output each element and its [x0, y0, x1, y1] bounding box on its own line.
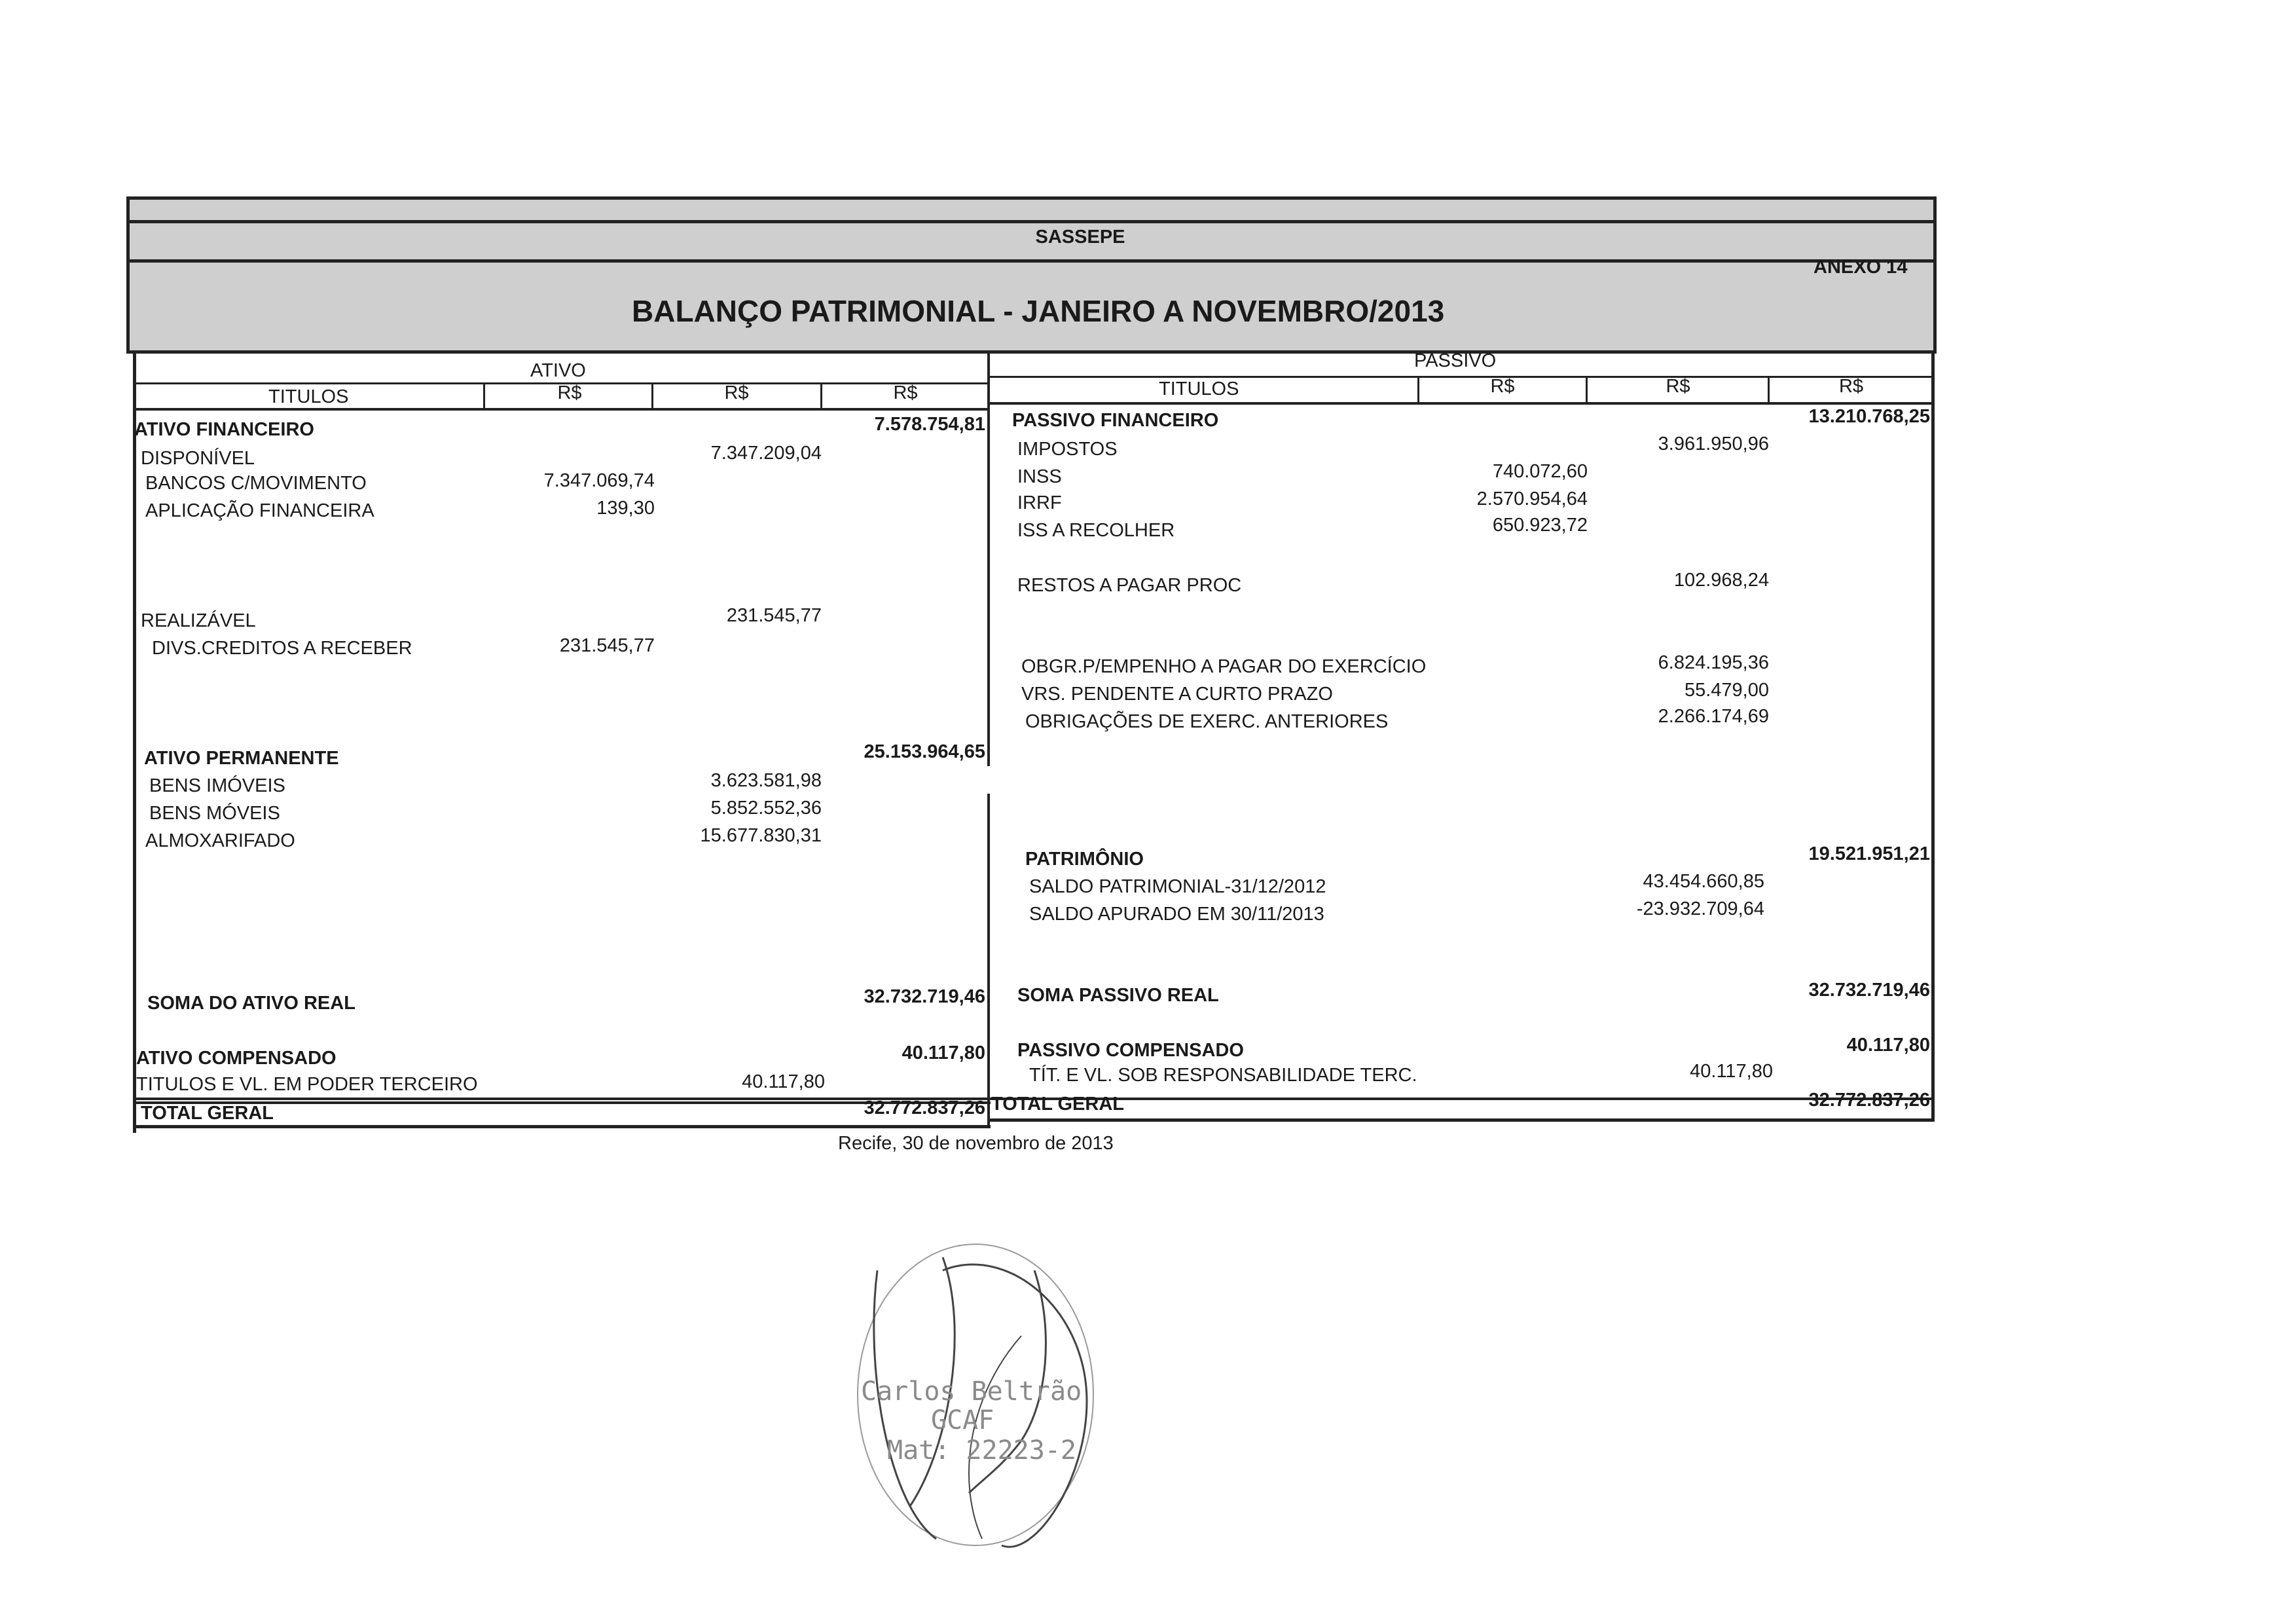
disponivel-value: 7.347.209,04 [710, 443, 822, 464]
ativo-compensado-total: 40.117,80 [902, 1043, 985, 1063]
titulos-terceiro-value: 40.117,80 [742, 1071, 825, 1092]
restos-a-pagar-label: RESTOS A PAGAR PROC [1017, 575, 1242, 596]
titulos-terceiro-label: TITULOS E VL. EM PODER TERCEIRO [136, 1074, 478, 1095]
ativo-financeiro-label: ATIVO FINANCEIRO [134, 419, 314, 440]
col-sep [1417, 376, 1419, 403]
page-title: BALANÇO PATRIMONIAL - JANEIRO A NOVEMBRO/2013 [632, 294, 1445, 328]
patrimonio-label: PATRIMÔNIO [1025, 849, 1144, 870]
ativo-header: ATIVO [530, 360, 586, 381]
impostos-value: 3.961.950,96 [1658, 434, 1769, 454]
almoxarifado-label: ALMOXARIFADO [145, 830, 295, 851]
vrs-pendente-value: 55.479,00 [1684, 680, 1769, 701]
org-name: SASSEPE [1035, 227, 1125, 248]
impostos-label: IMPOSTOS [1017, 439, 1118, 460]
saldo-patrimonial-value: 43.454.660,85 [1643, 871, 1764, 892]
soma-ativo-label: SOMA DO ATIVO REAL [147, 993, 355, 1014]
passivo-financeiro-label: PASSIVO FINANCEIRO [1012, 410, 1219, 431]
bens-moveis-label: BENS MÓVEIS [149, 803, 280, 824]
realizavel-label: REALIZÁVEL [141, 610, 256, 631]
passivo-total-geral-value: 32.772.837,26 [1808, 1090, 1930, 1111]
passivo-currency-3: R$ [1838, 376, 1864, 397]
stamp-mat: Mat: 22223-2 [887, 1435, 1076, 1466]
restos-a-pagar-value: 102.968,24 [1673, 570, 1769, 591]
obgr-empenho-label: OBGR.P/EMPENHO A PAGAR DO EXERCÍCIO [1021, 656, 1427, 677]
bens-moveis-value: 5.852.552,36 [710, 798, 822, 819]
patrimonio-total: 19.521.951,21 [1808, 843, 1930, 864]
passivo-titulos-header: TITULOS [1159, 378, 1239, 399]
saldo-apurado-label: SALDO APURADO EM 30/11/2013 [1029, 904, 1324, 925]
ativo-currency-2: R$ [724, 382, 749, 403]
total-rule-bottom [987, 1118, 1935, 1122]
vrs-pendente-label: VRS. PENDENTE A CURTO PRAZO [1021, 684, 1333, 705]
stamp-dept: GCAF [931, 1405, 994, 1435]
passivo-header-bottom [987, 402, 1933, 405]
bancos-label: BANCOS C/MOVIMENTO [145, 473, 367, 494]
passivo-currency-1: R$ [1490, 376, 1515, 397]
col-sep [483, 382, 485, 409]
divs-creditos-value: 231.545,77 [559, 635, 655, 656]
ativo-currency-3: R$ [893, 382, 918, 403]
ativo-permanente-label: ATIVO PERMANENTE [144, 748, 339, 769]
column-divider [987, 794, 990, 1126]
col-sep [1768, 376, 1770, 403]
ativo-header-bottom [133, 408, 989, 411]
tit-responsabilidade-value: 40.117,80 [1690, 1061, 1773, 1082]
header-rule [126, 259, 1937, 263]
iss-value: 650.923,72 [1492, 515, 1588, 536]
table-left-border [133, 354, 136, 1133]
realizavel-value: 231.545,77 [726, 605, 822, 626]
col-sep [651, 382, 653, 409]
ativo-titulos-header: TITULOS [268, 386, 349, 407]
obrigacoes-anteriores-label: OBRIGAÇÕES DE EXERC. ANTERIORES [1025, 711, 1389, 732]
soma-passivo-total: 32.732.719,46 [1808, 980, 1930, 1001]
annex-label: ANEXO 14 [1813, 257, 1908, 278]
passivo-compensado-total: 40.117,80 [1846, 1035, 1930, 1056]
aplicacao-value: 139,30 [596, 498, 655, 519]
col-sep [820, 382, 822, 409]
soma-passivo-label: SOMA PASSIVO REAL [1017, 985, 1219, 1006]
obrigacoes-anteriores-value: 2.266.174,69 [1658, 706, 1769, 727]
irrf-label: IRRF [1017, 492, 1062, 513]
saldo-patrimonial-label: SALDO PATRIMONIAL-31/12/2012 [1029, 876, 1326, 897]
column-divider [987, 354, 990, 761]
soma-ativo-total: 32.732.719,46 [864, 986, 985, 1007]
inss-label: INSS [1017, 466, 1062, 487]
passivo-currency-2: R$ [1666, 376, 1690, 397]
ativo-permanente-total: 25.153.964,65 [864, 741, 985, 762]
almoxarifado-value: 15.677.830,31 [700, 825, 822, 846]
passivo-compensado-label: PASSIVO COMPENSADO [1017, 1040, 1244, 1061]
inss-value: 740.072,60 [1492, 461, 1588, 482]
obgr-empenho-value: 6.824.195,36 [1658, 652, 1769, 673]
aplicacao-label: APLICAÇÃO FINANCEIRA [145, 500, 374, 521]
bancos-value: 7.347.069,74 [543, 470, 655, 491]
ativo-currency-1: R$ [557, 382, 582, 403]
passivo-total-geral-label: TOTAL GERAL [991, 1094, 1124, 1115]
tit-responsabilidade-label: TÍT. E VL. SOB RESPONSABILIDADE TERC. [1029, 1065, 1417, 1086]
perm-rule [987, 740, 990, 766]
col-sep [1586, 376, 1588, 403]
stamp-name: Carlos Beltrão [861, 1376, 1082, 1407]
table-right-border [1931, 354, 1935, 1120]
ativo-financeiro-total: 7.578.754,81 [874, 414, 985, 435]
ativo-total-geral-value: 32.772.837,26 [864, 1098, 985, 1118]
place-date: Recife, 30 de novembro de 2013 [838, 1133, 1114, 1154]
bens-imoveis-value: 3.623.581,98 [710, 770, 822, 791]
irrf-value: 2.570.954,64 [1476, 489, 1588, 509]
passivo-header: PASSIVO [1414, 350, 1497, 371]
ativo-total-geral-label: TOTAL GERAL [141, 1103, 274, 1124]
bens-imoveis-label: BENS IMÓVEIS [149, 775, 285, 796]
total-rule-bottom [133, 1125, 991, 1128]
disponivel-label: DISPONÍVEL [141, 448, 255, 469]
ativo-compensado-label: ATIVO COMPENSADO [136, 1048, 337, 1069]
saldo-apurado-value: -23.932.709,64 [1636, 898, 1764, 919]
divs-creditos-label: DIVS.CREDITOS A RECEBER [152, 638, 412, 659]
header-rule [126, 220, 1937, 223]
iss-label: ISS A RECOLHER [1017, 520, 1175, 541]
passivo-financeiro-total: 13.210.768,25 [1808, 406, 1930, 427]
